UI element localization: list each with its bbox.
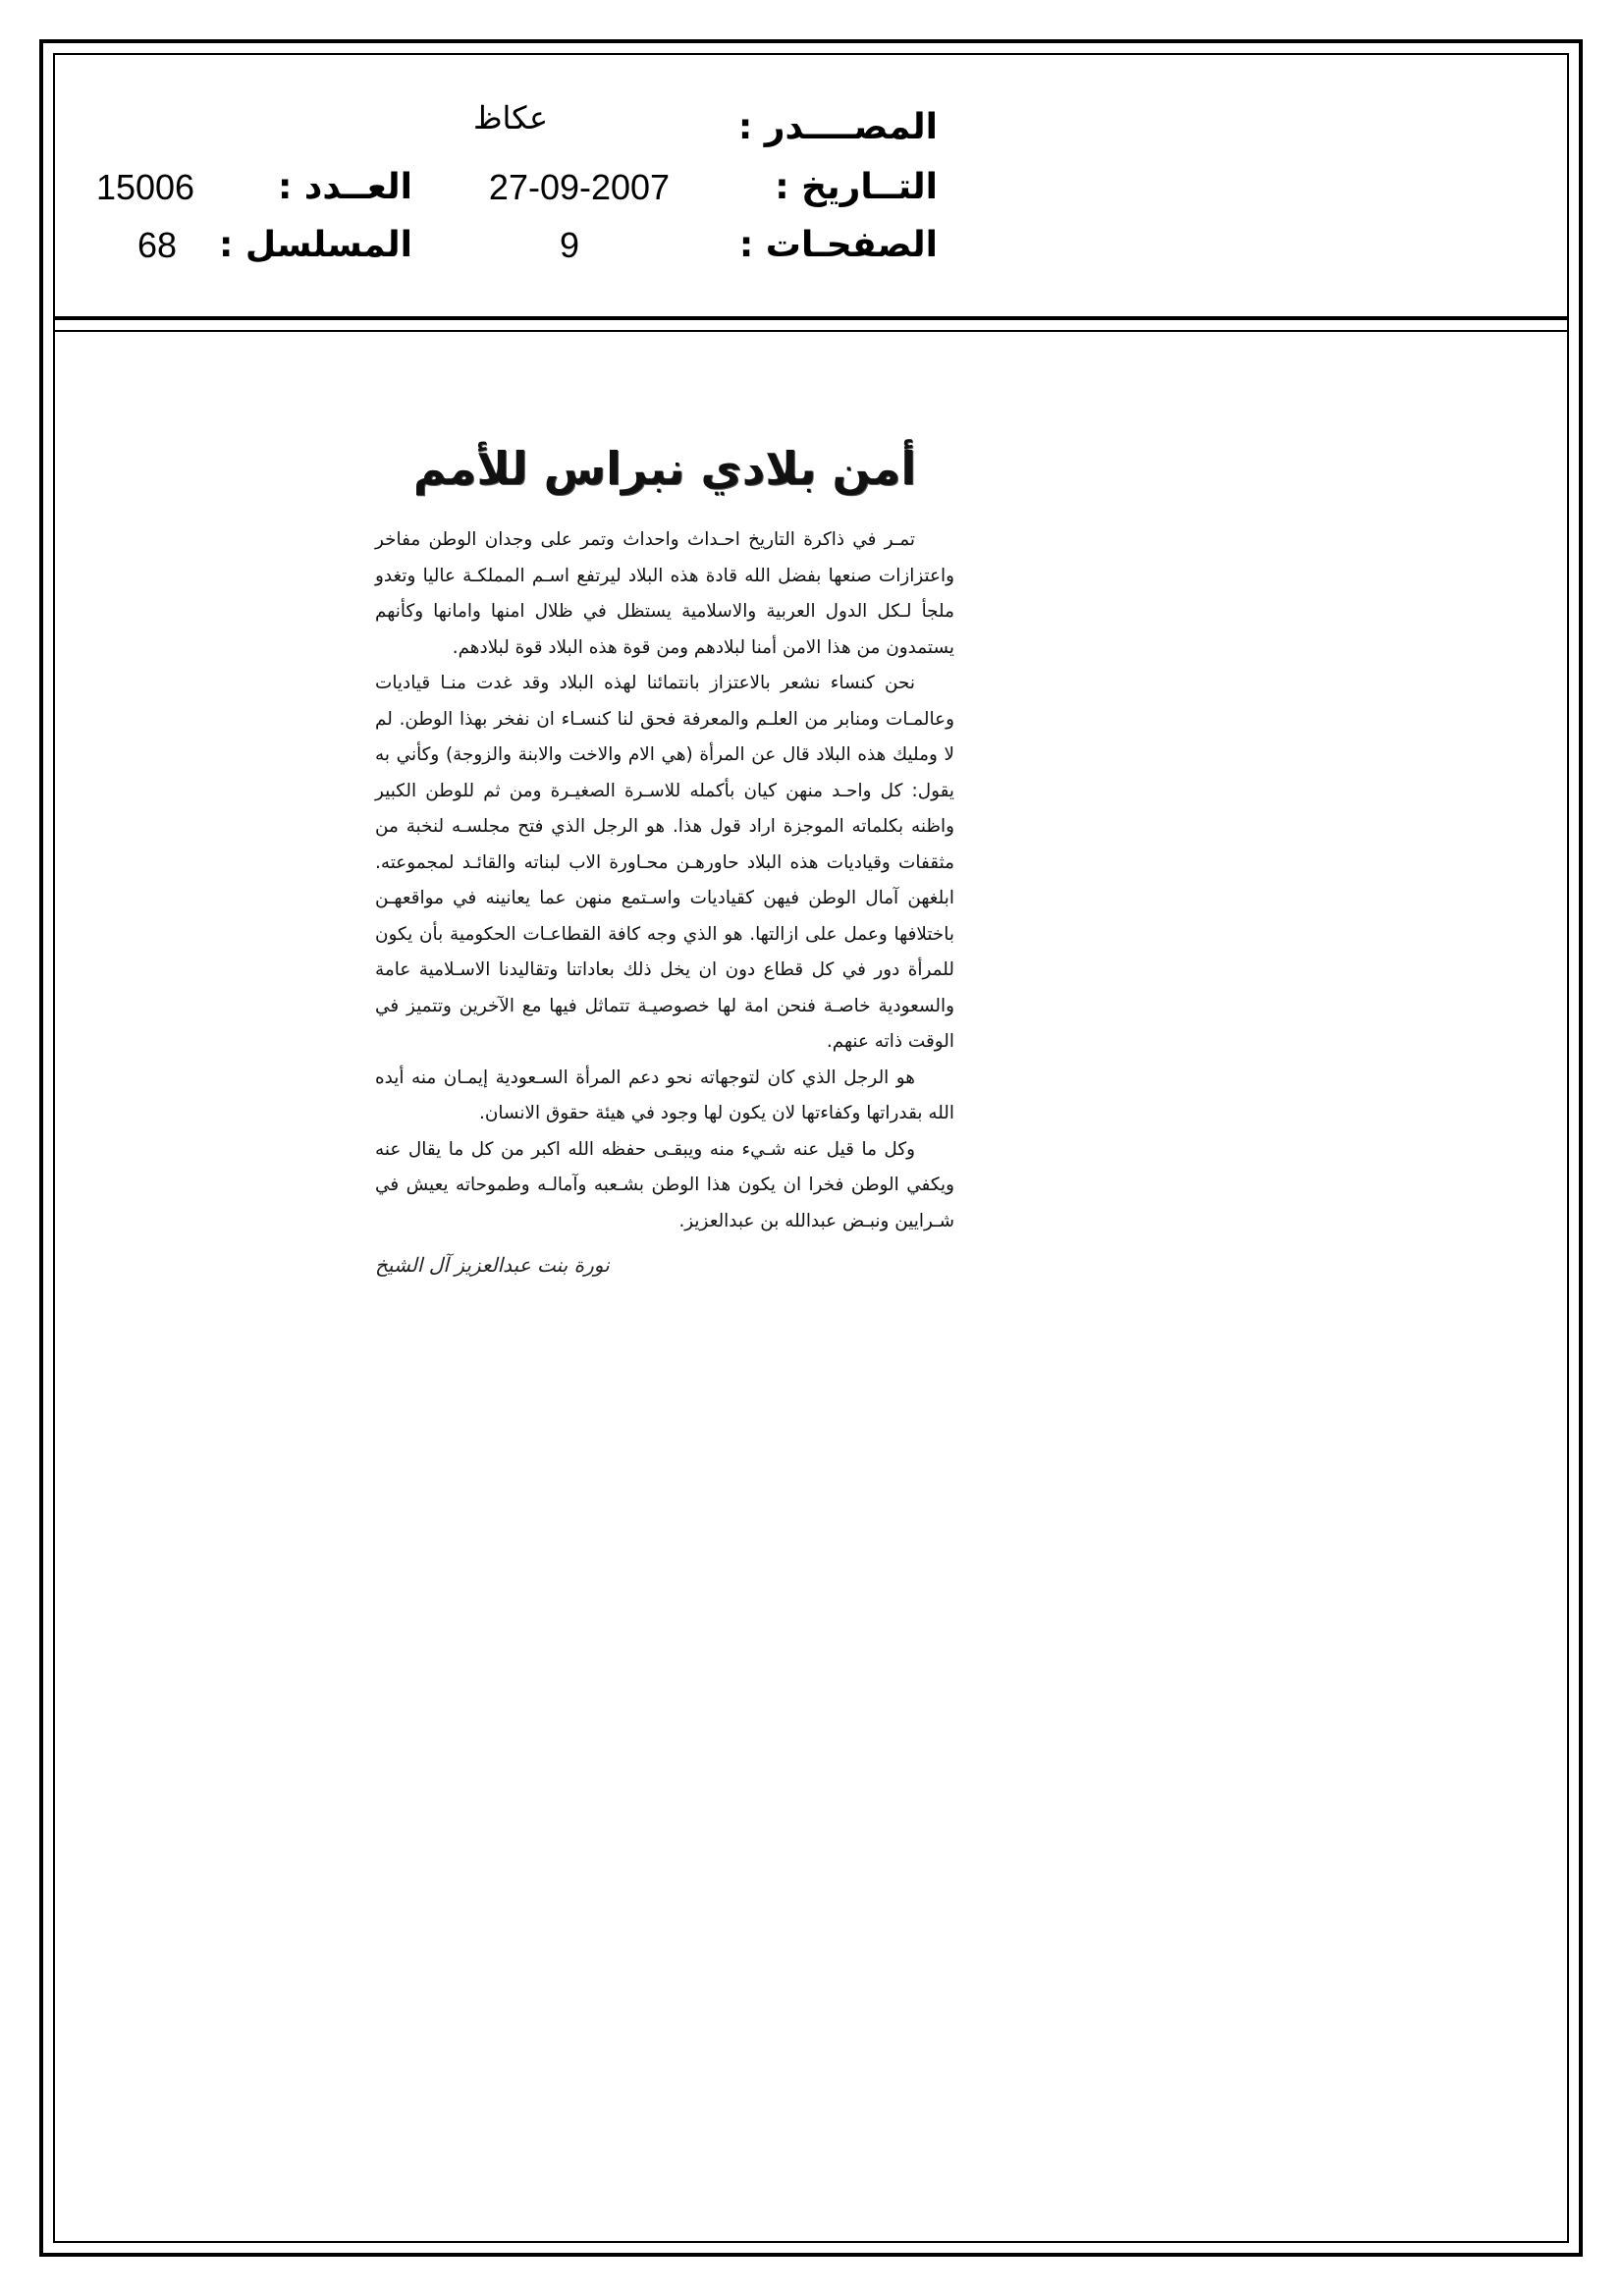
article-paragraph: وكل ما قيل عنه شـيء منه ويبقـى حفظه الله اكبر من كل ما يقال عنه ويكفي الوطن فخرا ان يكون هذا الوطن بشـعبه وآمالـه وطموحاته يعيش في شـرايين ونبـض عبدالله بن عبدالعزيز.	[375, 1138, 954, 1231]
source-value: عكاظ	[472, 100, 549, 136]
article-headline: أمن بلادي نبراس للأمم	[412, 442, 917, 495]
header-divider	[53, 316, 1569, 320]
article-paragraph: نحن كنساء نشعر بالاعتزاز بانتمائنا لهذه البلاد وقد غدت منـا قياديات وعالمـات ومنابر من العلـم والمعرفة فحق لنا كنسـاء ان نفخر بهذا الوطن. لم لا ومليك هذه البلاد قال عن المرأة (هي الام والاخت والابنة والزوجة) وكأني به يقول: كل واحـد منهن كيان بأكمله للاسـرة الصغيـرة ومن ثم للوطن الكبير واظنه بكلماته الموجزة اراد قول هذا. هو الرجل الذي فتح مجلسـه لنخبة من مثقفات وقياديات هذه البلاد حاورهـن محـاورة الاب لبناته والقائـد لمجموعته. ابلغهن آمال الوطن فيهن كقياديات واسـتمع منهن عما يعانينه في مواقعهـن باختلافها وعمل على ازالتها. هو الذي وجه كافة القطاعـات الحكومية بأن يكون للمرأة دور في كل قطاع دون ان يخل ذلك بعاداتنا وتقاليدنا الاسـلامية عامة والسعودية خاصـة فنحن امة لها خصوصيـة تتماثل فيها مع الآخرين وتتميز في الوقت ذاته عنهم.	[375, 673, 954, 1052]
article-body	[375, 522, 954, 1239]
article-byline: نورة بنت عبدالعزيز آل الشيخ	[375, 1253, 610, 1277]
date-label: التــاريخ :	[775, 167, 938, 207]
date-value: 27-09-2007	[488, 167, 671, 207]
serial-value: 68	[136, 225, 178, 265]
article-clipping	[375, 442, 954, 1277]
pages-value: 9	[559, 225, 580, 265]
issue-value: 15006	[95, 167, 195, 207]
pages-label: الصفحـات :	[738, 225, 938, 265]
article-paragraph: تمـر في ذاكرة التاريخ احـداث واحداث وتمر على وجدان الوطن مفاخر واعتزازات صنعها بفضل الله قادة هذه البلاد ليرتفع اسـم المملكـة عاليا وتغدو ملجأ لـكل الدول العربية والاسلامية يستظل في ظلال امنها وامانها وكأنهم يستمدون من هذا الامن أمنا لبلادهم ومن قوة هذه البلاد قوة لبلادهم.	[375, 529, 954, 658]
header-divider-thin	[53, 330, 1569, 332]
article-paragraph: هو الرجل الذي كان لتوجهاته نحو دعم المرأة السـعودية إيمـان منه أيده الله بقدراتها وكفاءتها لان يكون لها وجود في هيئة حقوق الانسان.	[375, 1066, 954, 1123]
issue-label: العــدد :	[278, 167, 412, 207]
source-label: المصــــدر :	[737, 107, 938, 147]
serial-label: المسلسل :	[218, 225, 412, 265]
